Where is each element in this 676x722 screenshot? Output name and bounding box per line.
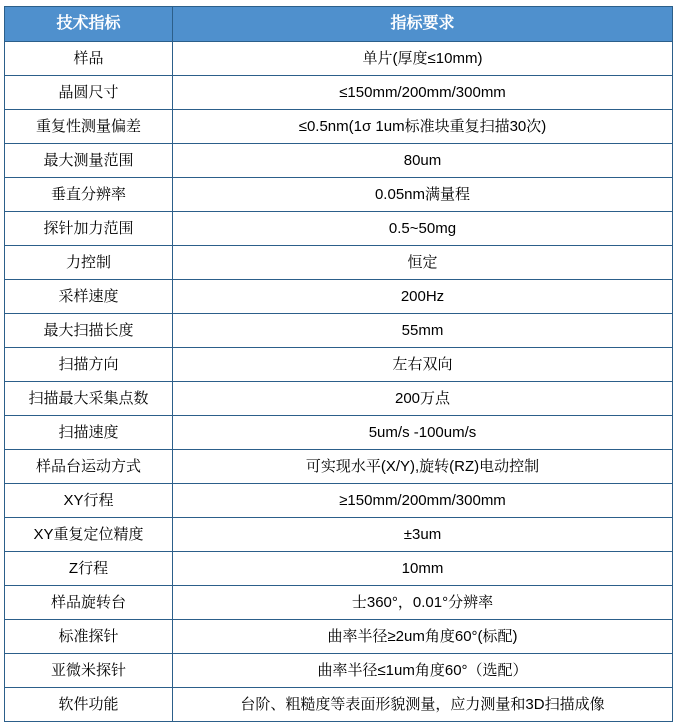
table-row [5, 484, 673, 518]
table-row [5, 280, 673, 314]
column-header-requirement: 指标要求 [173, 7, 673, 42]
table-body [5, 42, 673, 722]
cell-metric: 样品 [5, 42, 173, 76]
column-header-metric: 技术指标 [5, 7, 173, 42]
cell-metric: 最大测量范围 [5, 144, 173, 178]
cell-requirement: 200Hz [173, 280, 673, 314]
table-row [5, 552, 673, 586]
table-row [5, 314, 673, 348]
cell-requirement: 左右双向 [173, 348, 673, 382]
table-row [5, 144, 673, 178]
table-row [5, 42, 673, 76]
cell-requirement: ≥150mm/200mm/300mm [173, 484, 673, 518]
table-row [5, 586, 673, 620]
cell-metric: 扫描最大采集点数 [5, 382, 173, 416]
cell-requirement: 0.05nm满量程 [173, 178, 673, 212]
table-row [5, 348, 673, 382]
table-row [5, 450, 673, 484]
table-header-row [5, 7, 673, 42]
cell-metric: 扫描速度 [5, 416, 173, 450]
cell-requirement: ≤0.5nm(1σ 1um标准块重复扫描30次) [173, 110, 673, 144]
cell-metric: 探针加力范围 [5, 212, 173, 246]
cell-requirement: 200万点 [173, 382, 673, 416]
cell-requirement: 单片(厚度≤10mm) [173, 42, 673, 76]
cell-requirement: 台阶、粗糙度等表面形貌测量，应力测量和3D扫描成像 [173, 688, 673, 722]
cell-metric: 重复性测量偏差 [5, 110, 173, 144]
cell-metric: 样品台运动方式 [5, 450, 173, 484]
cell-metric: XY行程 [5, 484, 173, 518]
cell-metric: 扫描方向 [5, 348, 173, 382]
table-row [5, 212, 673, 246]
table-row [5, 620, 673, 654]
cell-requirement: 0.5~50mg [173, 212, 673, 246]
cell-requirement: 可实现水平(X/Y),旋转(RZ)电动控制 [173, 450, 673, 484]
cell-requirement: ±3um [173, 518, 673, 552]
table-row [5, 654, 673, 688]
cell-metric: 软件功能 [5, 688, 173, 722]
cell-requirement: 5um/s -100um/s [173, 416, 673, 450]
table-row [5, 76, 673, 110]
cell-requirement: 士360°，0.01°分辨率 [173, 586, 673, 620]
table-row [5, 246, 673, 280]
cell-metric: 垂直分辨率 [5, 178, 173, 212]
cell-requirement: 10mm [173, 552, 673, 586]
specifications-table [4, 6, 673, 722]
cell-metric: XY重复定位精度 [5, 518, 173, 552]
cell-metric: 最大扫描长度 [5, 314, 173, 348]
cell-metric: Z行程 [5, 552, 173, 586]
cell-metric: 样品旋转台 [5, 586, 173, 620]
cell-requirement: 80um [173, 144, 673, 178]
cell-requirement: 恒定 [173, 246, 673, 280]
table-row [5, 416, 673, 450]
cell-requirement: ≤150mm/200mm/300mm [173, 76, 673, 110]
table-row [5, 518, 673, 552]
cell-metric: 亚微米探针 [5, 654, 173, 688]
cell-metric: 力控制 [5, 246, 173, 280]
cell-metric: 晶圆尺寸 [5, 76, 173, 110]
cell-requirement: 55mm [173, 314, 673, 348]
table-row [5, 382, 673, 416]
table-row [5, 688, 673, 722]
table-row [5, 178, 673, 212]
cell-requirement: 曲率半径≥2um角度60°(标配) [173, 620, 673, 654]
cell-metric: 标准探针 [5, 620, 173, 654]
table-header [5, 7, 673, 42]
table-row [5, 110, 673, 144]
cell-metric: 采样速度 [5, 280, 173, 314]
cell-requirement: 曲率半径≤1um角度60°（选配） [173, 654, 673, 688]
